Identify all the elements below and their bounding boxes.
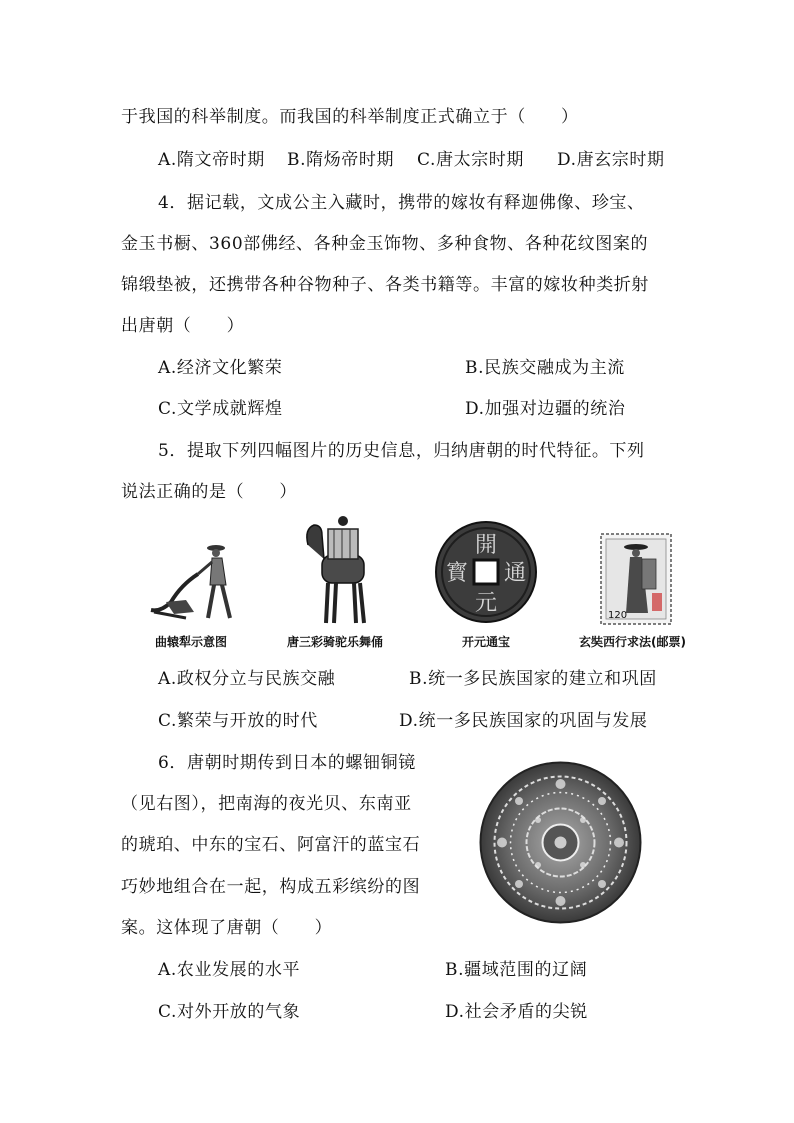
caption-stamp: 玄奘西行求法(邮票) — [579, 635, 686, 649]
q6-option-a[interactable]: A.农业发展的水平 — [158, 960, 301, 980]
camel-figurine-illustration — [300, 515, 380, 627]
coin-char-bottom: 元 — [474, 591, 498, 616]
q4-stem-line-1: 4．据记载，文成公主入藏时，携带的嫁妆有释迦佛像、珍宝、 — [158, 193, 645, 213]
q6-option-d[interactable]: D.社会矛盾的尖锐 — [445, 1002, 588, 1022]
q4-option-a[interactable]: A.经济文化繁荣 — [158, 358, 283, 378]
q5-stem-line-1: 5．提取下列四幅图片的历史信息，归纳唐朝的时代特征。下列 — [158, 441, 645, 461]
q5-option-c[interactable]: C.繁荣与开放的时代 — [158, 711, 318, 731]
caption-coin: 开元通宝 — [462, 635, 511, 649]
q3-stem-tail: 于我国的科举制度。而我国的科举制度正式确立于（ ） — [121, 107, 579, 127]
q5-option-b[interactable]: B.统一多民族国家的建立和巩固 — [409, 669, 657, 689]
q5-option-a[interactable]: A.政权分立与民族交融 — [158, 669, 336, 689]
q4-option-d[interactable]: D.加强对边疆的统治 — [465, 399, 626, 419]
q3-option-b[interactable]: B.隋炀帝时期 — [287, 150, 395, 170]
q5-stem-line-2: 说法正确的是（ ） — [121, 482, 297, 502]
q6-option-b[interactable]: B.疆域范围的辽阔 — [445, 960, 588, 980]
coin-char-top: 開 — [474, 533, 498, 558]
q6-stem-line-1: 6．唐朝时期传到日本的螺钿铜镜 — [158, 753, 416, 773]
caption-plough: 曲辕犁示意图 — [155, 635, 228, 649]
q4-stem-line-3: 锦缎垫被，还携带各种谷物种子、各类书籍等。丰富的嫁妆种类折射 — [121, 275, 649, 295]
q6-stem-line-4: 巧妙地组合在一起，构成五彩缤纷的图 — [121, 877, 421, 897]
q6-stem-line-5: 案。这体现了唐朝（ ） — [121, 918, 333, 938]
q6-stem-line-2: （见右图），把南海的夜光贝、东南亚 — [121, 794, 412, 814]
q4-stem-line-4: 出唐朝（ ） — [121, 316, 245, 336]
coin-illustration — [434, 520, 538, 624]
q4-option-c[interactable]: C.文学成就辉煌 — [158, 399, 283, 419]
stamp-illustration — [600, 533, 672, 625]
coin-char-right: 通 — [503, 561, 527, 586]
bronze-mirror-illustration — [478, 760, 643, 925]
q6-option-c[interactable]: C.对外开放的气象 — [158, 1002, 301, 1022]
caption-camel: 唐三彩骑驼乐舞俑 — [287, 635, 384, 649]
stamp-face-value: 120 — [608, 610, 628, 621]
q3-option-a[interactable]: A.隋文帝时期 — [158, 150, 265, 170]
q4-option-b[interactable]: B.民族交融成为主流 — [465, 358, 625, 378]
q4-stem-line-2: 金玉书橱、360部佛经、各种金玉饰物、多种食物、各种花纹图案的 — [121, 234, 649, 254]
q3-option-d[interactable]: D.唐玄宗时期 — [557, 150, 665, 170]
q5-option-d[interactable]: D.统一多民族国家的巩固与发展 — [399, 711, 648, 731]
q6-stem-line-3: 的琥珀、中东的宝石、阿富汗的蓝宝石 — [121, 835, 421, 855]
q3-option-c[interactable]: C.唐太宗时期 — [417, 150, 525, 170]
plough-illustration — [146, 540, 246, 625]
coin-char-left: 寳 — [445, 561, 469, 586]
